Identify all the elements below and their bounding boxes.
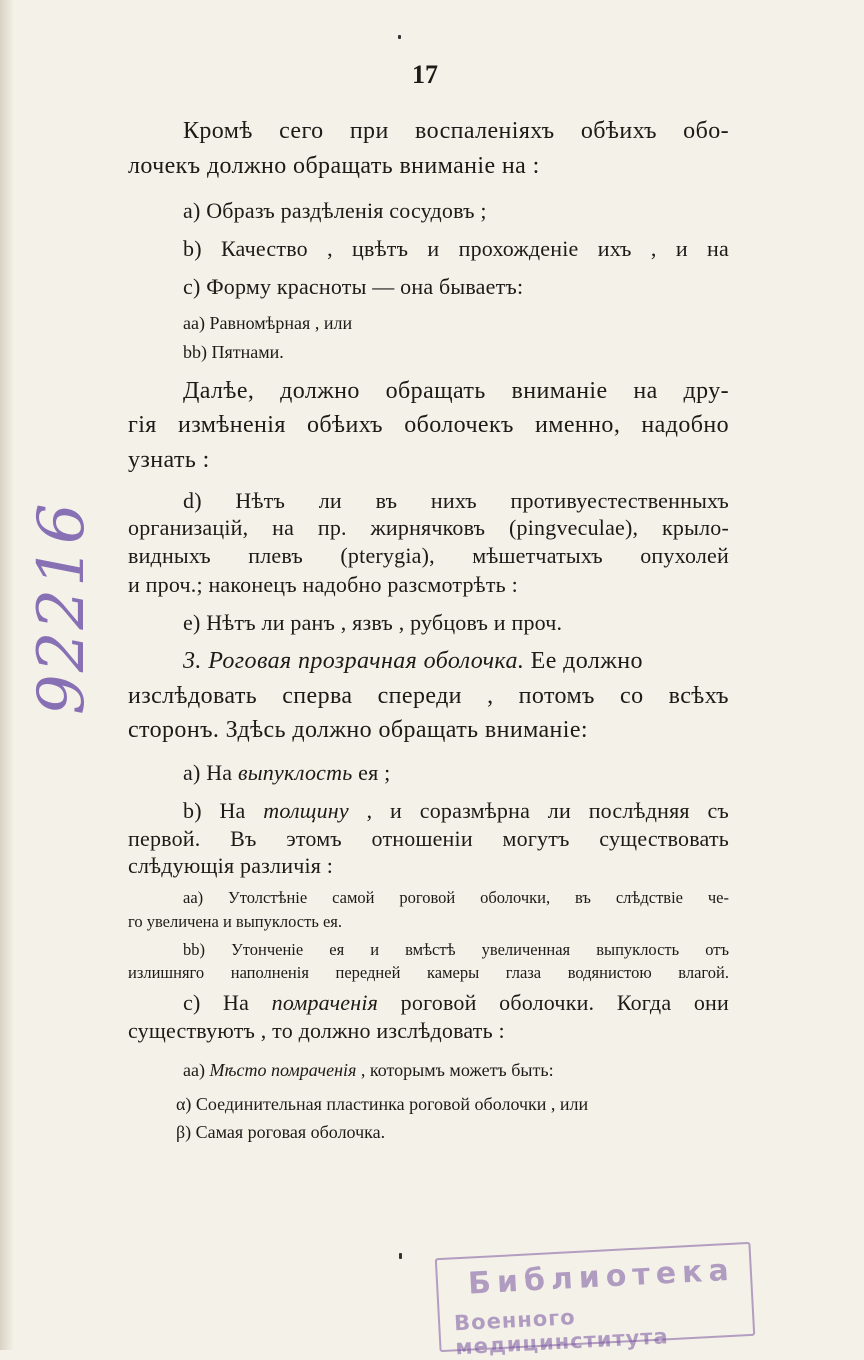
- text-line-2: лочекъ должно обращать вниманіе на :: [128, 153, 540, 179]
- term-opacity-location: Мѣсто помраченія: [209, 1060, 357, 1080]
- handwritten-number: 92216: [25, 501, 99, 715]
- library-stamp: [435, 1242, 755, 1360]
- text-line-14: и проч.; наконецъ надобно разсмотрѣть :: [128, 572, 518, 597]
- text-line-13: видныхъ плевъ (pterygia), мѣшетчатыхъ опухолей: [128, 543, 729, 568]
- ink-speck-top: [398, 35, 401, 39]
- ink-speck: [399, 1253, 402, 1259]
- text-line-28: существуютъ , то должно изслѣдовать :: [128, 1018, 505, 1043]
- sublist-item-aa-2: aa) Утолстѣніе самой роговой оболочки, въ слѣдствіе че-: [183, 888, 729, 907]
- text-line-21: первой. Въ этомъ отношеніи могутъ существовать: [128, 826, 729, 851]
- section3-item-c: c) На помраченія роговой оболочки. Когда они: [183, 990, 729, 1015]
- text-line-10: узнать :: [128, 447, 210, 473]
- text-line-8: Далѣе, должно обращать вниманіе на дру-: [183, 378, 729, 404]
- term-thickness: толщину: [263, 798, 349, 823]
- list-item-d: d) Нѣтъ ли въ нихъ противуестественныхъ: [183, 488, 729, 513]
- stamp-line-2: Военного медицинститута: [453, 1305, 670, 1360]
- text-line-22: слѣдующія различія :: [128, 853, 334, 878]
- list-item-e: e) Нѣтъ ли ранъ , язвъ , рубцовъ и проч.: [183, 610, 563, 635]
- sublist-item-bb-2: bb) Утонченіе ея и вмѣстѣ увеличенная выпуклость отъ: [183, 940, 729, 959]
- section-heading-rest: Ее должно: [524, 648, 643, 674]
- sublist-item-bb: bb) Пятнами.: [183, 342, 284, 362]
- term-opacities: помраченія: [271, 990, 379, 1015]
- text-line-24: го увеличена и выпуклость ея.: [128, 912, 343, 931]
- sublist-item-aa: aa) Равномѣрная , или: [183, 313, 353, 333]
- text-line-18: сторонъ. Здѣсь должно обращать вниманіе:: [128, 717, 588, 743]
- greek-item-alpha: α) Соединительная пластинка роговой оболочки , или: [176, 1094, 589, 1114]
- section-title: 3. Роговая прозрачная оболочка.: [183, 648, 525, 674]
- sublist-item-aa-3: aa) Мѣсто помраченія , которымъ можетъ быть:: [183, 1060, 554, 1080]
- section3-item-a: a) На выпуклость ея ;: [183, 760, 391, 785]
- list-item-a: a) Образъ раздѣленія сосудовъ ;: [183, 198, 487, 223]
- list-item-c: c) Форму красноты — она бываетъ:: [183, 274, 524, 299]
- text-line-17: изслѣдовать сперва спереди , потомъ со всѣхъ: [128, 683, 729, 709]
- page-edge-shadow: [0, 0, 14, 1350]
- section3-item-b: b) На толщину , и соразмѣрна ли послѣдняя съ: [183, 798, 729, 823]
- greek-item-beta: β) Самая роговая оболочка.: [176, 1122, 386, 1142]
- text-line-12: организацій, на пр. жирнячковъ (pingveculae), крыло-: [128, 515, 729, 540]
- text-line-9: гія измѣненія обѣихъ оболочекъ именно, надобно: [128, 412, 729, 438]
- stamp-line-1: Библиотека: [467, 1252, 736, 1302]
- page-number: 17: [412, 60, 438, 89]
- text-line-1: Кромѣ сего при воспаленіяхъ обѣихъ обо-: [183, 118, 729, 144]
- text-line-26: излишняго наполненія передней камеры глаза водянистою влагой.: [128, 963, 729, 982]
- list-item-b: b) Качество , цвѣтъ и прохожденіе ихъ , и на: [183, 236, 729, 261]
- section-heading: [183, 648, 643, 675]
- term-convexity: выпуклость: [237, 760, 353, 785]
